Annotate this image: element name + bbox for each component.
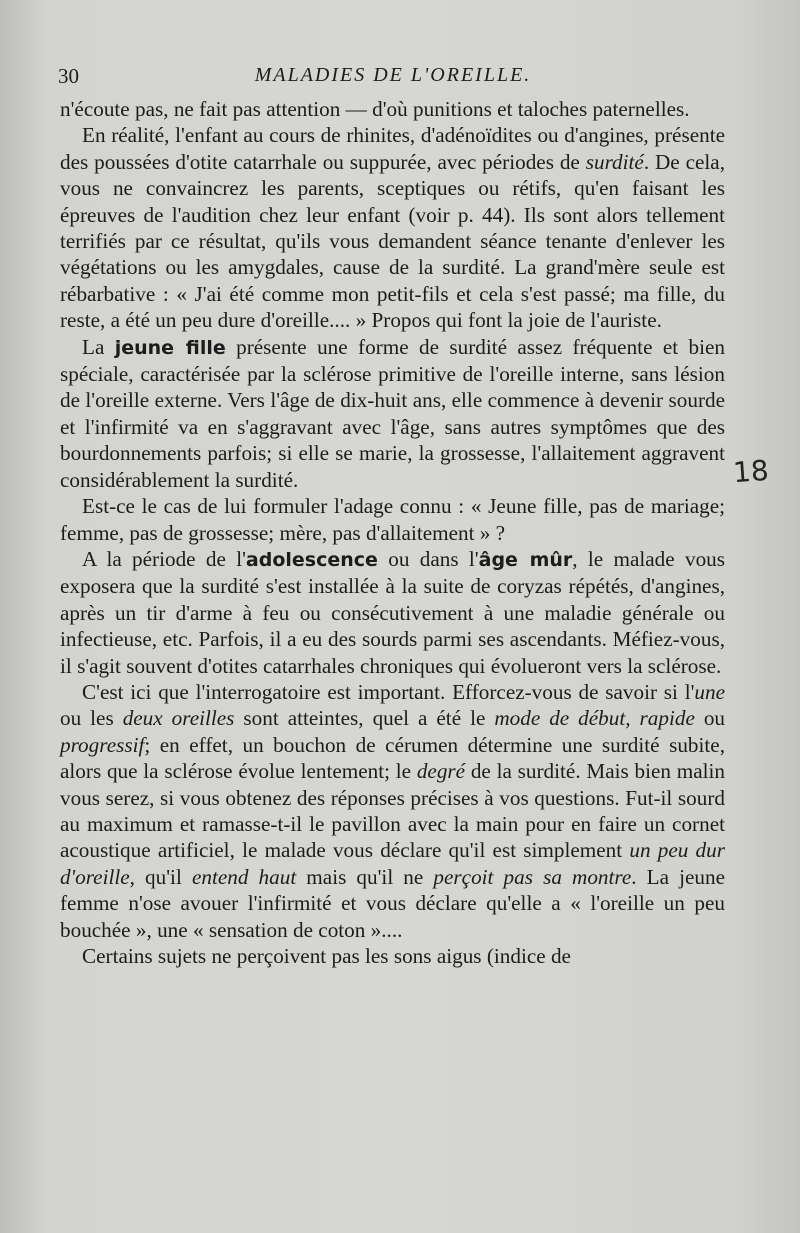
text-run: En réalité, l'enfant au cours de rhinites, d'adénoïdites ou d'angines, présente des poussées d'otite catarrhale ou suppurée, avec périodes de bbox=[60, 123, 725, 174]
italic-term: deux oreilles bbox=[122, 706, 235, 731]
bold-term: adolescence bbox=[245, 548, 378, 571]
italic-term: entend haut bbox=[191, 864, 297, 889]
text-run: sont atteintes, quel a été le bbox=[234, 706, 495, 731]
text-run: de la surdité. Mais bien malin vous serez, si vous obtenez des réponses précises à vos questions. Fut-il sourd au maximum et ramasse-t-il le pavillon avec la main pour en faire un cornet acoustique artificiel, le malade vous déclare qu'il est simplement bbox=[60, 759, 725, 863]
paragraph bbox=[60, 334, 725, 493]
text-run: , le malade vous exposera que la surdité s'est installée à la suite de coryzas répétés, d'angines, après un tir d'arme à feu ou consécutivement à une maladie générale ou infectieuse, etc. Parfois, il a eu des sourds parmi ses ascendants. Méfiez-vous, il s'agit souvent d'otites catarrhales chroniques qui évolueront vers la sclérose. bbox=[60, 546, 725, 678]
text-run: C'est ici que l'interrogatoire est important. Efforcez-vous de savoir si l' bbox=[82, 679, 695, 704]
italic-term: mode de début, rapide bbox=[494, 706, 695, 731]
paragraph bbox=[60, 546, 725, 679]
page-number: 30 bbox=[58, 64, 79, 88]
text-run: ou les bbox=[60, 706, 123, 731]
italic-term: progressif bbox=[60, 732, 145, 757]
text-run: La bbox=[82, 334, 115, 359]
text-run: ; en effet, un bouchon de cérumen détermine une surdité subite, alors que la sclérose évolue lentement; le bbox=[60, 732, 725, 784]
paragraph bbox=[60, 96, 725, 122]
text-run: présente une forme de surdité assez fréquente et bien spéciale, caractérisée par la sclérose primitive de l'oreille interne, sans lésion de l'oreille externe. Vers l'âge de dix-huit ans, elle commence à devenir sourde et l'infirmité va en s'aggravant avec l'âge, sans autres symptômes que des bourdonnements parfois; si elle se marie, la grossesse, l'allaitement aggravent considérablement la surdité. bbox=[60, 334, 725, 492]
text-run: Certains sujets ne perçoivent pas les sons aigus (indice de bbox=[82, 944, 571, 968]
text-run: . La jeune femme n'ose avouer l'infirmité et vous déclare qu'elle a « l'oreille un peu bouchée », une « sensation de coton ».... bbox=[60, 864, 725, 942]
text-run: Est-ce le cas de lui formuler l'adage connu : « Jeune fille, pas de mariage; femme, pas de grossesse; mère, pas d'allaitement » ? bbox=[60, 494, 725, 545]
text-run: ou dans l' bbox=[377, 546, 479, 571]
text-run: ou bbox=[694, 706, 726, 731]
paragraph bbox=[60, 122, 725, 333]
text-run: A la période de l' bbox=[82, 546, 246, 571]
italic-term: une bbox=[694, 679, 725, 704]
text-run: n'écoute pas, ne fait pas attention — d'où punitions et taloches paternelles. bbox=[60, 97, 690, 121]
text-run: mais qu'il ne bbox=[296, 864, 434, 889]
paragraph bbox=[60, 493, 725, 546]
paragraph bbox=[60, 679, 725, 943]
text-run: , qu'il bbox=[129, 864, 192, 889]
running-head bbox=[58, 64, 728, 94]
italic-term: perçoit pas sa montre bbox=[433, 864, 632, 889]
running-title: MALADIES DE L'OREILLE. bbox=[254, 64, 532, 86]
bold-term: jeune fille bbox=[114, 336, 226, 359]
paragraph bbox=[60, 943, 725, 969]
italic-term: surdité bbox=[585, 149, 644, 174]
handwritten-margin-note: 18 bbox=[731, 453, 770, 490]
italic-term: degré bbox=[416, 759, 466, 784]
italic-term: un peu dur d'oreille bbox=[60, 838, 725, 889]
text-run: . De cela, vous ne convaincrez les parents, sceptiques ou rétifs, qu'en faisant les épreuves de l'audition chez leur enfant (voir p. 44). Ils sont alors tellement terrifiés par ce résultat, qu'ils vous demandent séance tenante d'enlever les végétations ou les amygdales, cause de la surdité. La grand'mère seule est rébarbative : « J'ai été comme mon petit-fils et cela s'est passé; ma fille, du reste, a été un peu dure d'oreille.... » Propos qui font la joie de l'auriste. bbox=[60, 149, 725, 333]
body-text bbox=[60, 96, 725, 969]
bold-term: âge mûr bbox=[478, 548, 573, 571]
